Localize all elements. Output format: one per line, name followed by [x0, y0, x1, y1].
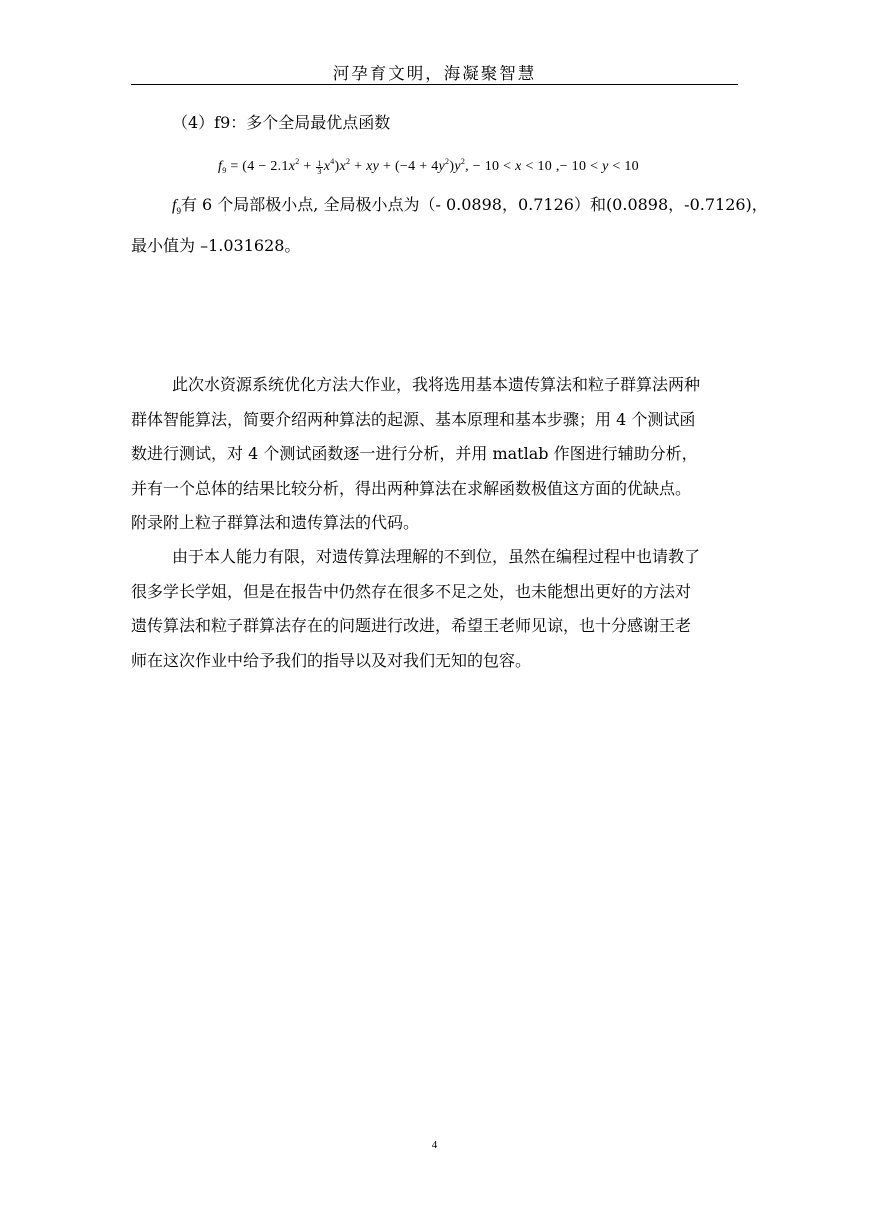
formula-fsub: 9 [222, 166, 227, 175]
para2-line: 附录附上粒子群算法和遗传算法的代码。 [131, 513, 420, 532]
fraction-denominator: 3 [317, 167, 322, 176]
formula-plus: + [299, 159, 316, 174]
para3-line: 师在这次作业中给予我们的指导以及对我们无知的包容。 [131, 651, 532, 670]
para2-line: 此次水资源系统优化方法大作业，我将选用基本遗传算法和粒子群算法两种 [172, 375, 701, 394]
formula-domain-c: < 10 [608, 159, 639, 174]
para1-line2: 最小值为 –1.031628。 [131, 236, 301, 255]
formula-domain-a: , − 10 < [465, 159, 516, 174]
para2-line: 数进行测试，对 4 个测试函数逐一进行分析，并用 matlab 作图进行辅助分析， [131, 444, 698, 463]
para2-line: 群体智能算法，简要介绍两种算法的起源、基本原理和基本步骤；用 4 个测试函 [131, 410, 696, 429]
formula-part2: ) [334, 159, 340, 174]
formula-domain-b: < 10 ,− 10 < [521, 159, 603, 174]
formula-exp-e: 2 [460, 157, 466, 166]
page-header: 河孕育文明，海凝聚智慧 [332, 64, 537, 83]
formula-part1: = (4 − 2.1 [226, 159, 289, 174]
para1-text1: 有 6 个局部极小点, 全局极小点为（- 0.0898，0.7126）和(0.0898，-0.7126)， [180, 195, 768, 214]
para3-line: 由于本人能力有限，对遗传算法理解的不到位，虽然在编程过程中也请教了 [172, 547, 701, 566]
formula-exp-b: 4 [330, 157, 335, 166]
section-heading: （4）f9：多个全局最优点函数 [172, 113, 391, 132]
header-rule [131, 84, 738, 85]
formula-x4: x [515, 159, 522, 174]
formula-y3: y [602, 159, 609, 174]
formula-xy: xy [366, 159, 380, 174]
para3-line: 很多学长学姐，但是在报告中仍然存在很多不足之处，也未能想出更好的方法对 [131, 582, 692, 601]
formula-part4: + (−4 + 4 [379, 159, 439, 174]
para1-fname [172, 197, 181, 214]
formula-part3: + [350, 159, 367, 174]
formula-y1: y [438, 159, 446, 174]
formula-exp-d: 2 [445, 157, 450, 166]
formula-part5: ) [449, 159, 455, 174]
para1-f: f [172, 197, 177, 214]
fraction-numerator: 1 [317, 159, 322, 168]
formula-y2: y [454, 159, 461, 174]
formula-exp-a: 2 [295, 157, 300, 166]
formula-fname: f [218, 159, 223, 174]
page-number: 4 [431, 1139, 438, 1151]
formula-x2: x [323, 159, 331, 174]
formula-x3: x [339, 159, 347, 174]
para2-line: 并有一个总体的结果比较分析，得出两种算法在求解函数极值这方面的优缺点。 [131, 479, 692, 498]
para3-line: 遗传算法和粒子群算法存在的问题进行改进，希望王老师见谅，也十分感谢王老 [131, 616, 692, 635]
formula-exp-c: 2 [346, 157, 351, 166]
formula-f9 [218, 152, 639, 181]
formula-fraction [316, 160, 322, 175]
para1-line1 [172, 195, 768, 221]
formula-x1: x [288, 159, 296, 174]
para1-fsub: 9 [176, 206, 181, 216]
